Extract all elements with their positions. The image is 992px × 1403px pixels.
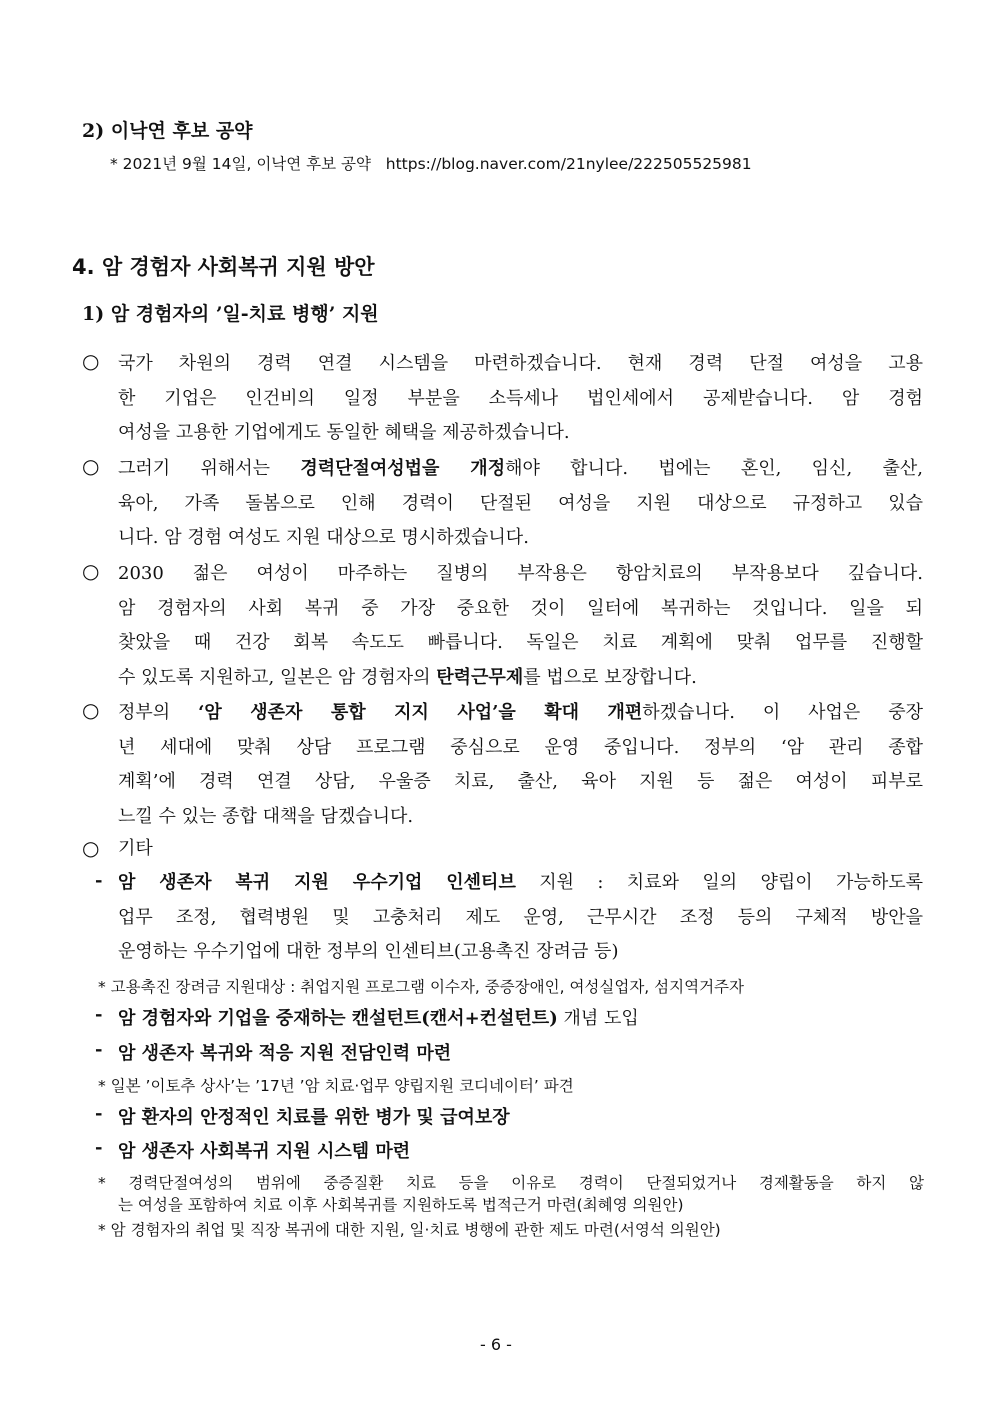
etc-item-4: 암 환자의 안정적인 치료를 위한 병가 및 급여보장 <box>118 1107 510 1128</box>
text-run: 개념 도입 <box>557 1008 639 1029</box>
paragraph-line: 년 세대에 맞춰 상담 프로그램 중심으로 운영 중입니다. 정부의 ‘암 관리 종합 <box>118 736 923 758</box>
paragraph-line <box>118 866 923 901</box>
section-2-note: * 2021년 9월 14일, 이낙연 후보 공약 https://blog.naver.com/21nylee/222505525981 <box>110 155 752 173</box>
paragraph-line: 운영하는 우수기업에 대한 정부의 인센티브(고용촉진 장려금 등) <box>118 941 619 962</box>
note-line: * 경력단절여성의 범위에 중증질환 치료 등을 이유로 경력이 단절되었거나 경제활동을 하지 않 <box>98 1174 924 1192</box>
page-number: - 6 - <box>480 1335 512 1354</box>
dash-marker: - <box>95 1137 103 1158</box>
etc-item-2 <box>118 1004 639 1030</box>
etc-item-3: 암 생존자 복귀와 적응 지원 전담인력 마련 <box>118 1043 452 1064</box>
paragraph-line: 국가 차원의 경력 연결 시스템을 마련하겠습니다. 현재 경력 단절 여성을 고용 <box>118 353 923 374</box>
text-run: 하겠습니다. 이 사업은 중장 <box>642 702 924 723</box>
bullet-paragraph-1 <box>118 347 923 451</box>
bullet-paragraph-4 <box>118 696 923 834</box>
etc-note-4: * 암 경험자의 취업 및 직장 복귀에 대한 지원, 일·치료 병행에 관한 제도 마련(서영석 의원안) <box>98 1221 721 1239</box>
paragraph-line <box>118 696 923 731</box>
emphasis-text: 암 생존자 복귀 지원 우수기업 인센티브 <box>118 872 516 893</box>
etc-item-1 <box>118 866 923 970</box>
paragraph-line: 2030 젊은 여성이 마주하는 질병의 부작용은 항암치료의 부작용보다 깊습니다. <box>118 563 923 584</box>
etc-note-2: * 일본 ’이토추 상사’는 ’17년 ’암 치료·업무 양립지원 코디네이터’ 파견 <box>98 1077 574 1095</box>
etc-item-5: 암 생존자 사회복귀 지원 시스템 마련 <box>118 1141 411 1162</box>
section-4-heading: 4. 암 경험자 사회복귀 지원 방안 <box>72 255 375 279</box>
subsection-1-heading: 1) 암 경험자의 ’일-치료 병행’ 지원 <box>82 303 379 325</box>
paragraph-line: 업무 조정, 협력병원 및 고충처리 제도 운영, 근무시간 조정 등의 구체적 방안을 <box>118 906 923 928</box>
text-run: 그러기 위해서는 <box>118 458 301 479</box>
text-run: 해야 합니다. 법에는 혼인, 임신, 출산, <box>505 458 923 479</box>
bullet-circle-icon: ○ <box>82 559 100 583</box>
bullet-circle-icon: ○ <box>82 836 100 860</box>
text-run: 지원 : 치료와 일의 양립이 가능하도록 <box>515 872 923 893</box>
emphasis-text: 암 경험자와 기업을 중재하는 캔설턴트(캔서+컨설턴트) <box>118 1008 558 1029</box>
paragraph-line: 한 기업은 인건비의 일정 부분을 소득세나 법인세에서 공제받습니다. 암 경험 <box>118 387 923 409</box>
note-line: 는 여성을 포함하여 치료 이후 사회복귀를 지원하도록 법적근거 마련(최혜영 의원안) <box>118 1196 684 1214</box>
text-run: 정부의 <box>118 702 199 723</box>
dash-marker: - <box>95 1039 103 1060</box>
paragraph-line <box>118 452 923 487</box>
bullet-circle-icon: ○ <box>82 698 100 722</box>
bullet-paragraph-3 <box>118 557 923 695</box>
etc-note-1: * 고용촉진 장려금 지원대상 : 취업지원 프로그램 이수자, 중증장애인, 여성실업자, 섬지역거주자 <box>98 978 744 996</box>
etc-note-3 <box>98 1172 924 1216</box>
paragraph-line: 암 경험자의 사회 복귀 중 가장 중요한 것이 일터에 복귀하는 것입니다. 일을 되 <box>118 597 923 619</box>
emphasis-text: 탄력근무제 <box>436 666 524 688</box>
paragraph-line: 여성을 고용한 기업에게도 동일한 혜택을 제공하겠습니다. <box>118 422 570 443</box>
paragraph-line: 육아, 가족 돌봄으로 인해 경력이 단절된 여성을 지원 대상으로 규정하고 있습 <box>118 492 923 514</box>
text-run: 를 법으로 보장합니다. <box>523 666 697 688</box>
dash-marker: - <box>95 1004 103 1025</box>
paragraph-line: 계획’에 경력 연결 상담, 우울증 치료, 출산, 육아 지원 등 젊은 여성이 피부로 <box>118 771 923 792</box>
paragraph-line <box>118 661 923 696</box>
paragraph-line: 기타 <box>118 838 153 859</box>
paragraph-line: 찾았을 때 건강 회복 속도도 빠릅니다. 독일은 치료 계획에 맞춰 업무를 진행할 <box>118 632 923 653</box>
paragraph-line: 니다. 암 경험 여성도 지원 대상으로 명시하겠습니다. <box>118 527 529 548</box>
emphasis-text: 경력단절여성법을 개정 <box>300 458 506 479</box>
bullet-circle-icon: ○ <box>82 349 100 373</box>
emphasis-text: ‘암 생존자 통합 지지 사업’을 확대 개편 <box>198 702 643 723</box>
bullet-paragraph-5 <box>118 832 923 867</box>
section-2-heading: 2) 이낙연 후보 공약 <box>82 120 253 142</box>
paragraph-line: 느낄 수 있는 종합 대책을 담겠습니다. <box>118 805 414 827</box>
dash-marker: - <box>95 870 103 891</box>
bullet-paragraph-2 <box>118 452 923 556</box>
dash-marker: - <box>95 1103 103 1124</box>
text-run: 수 있도록 지원하고, 일본은 암 경험자의 <box>118 666 437 688</box>
bullet-circle-icon: ○ <box>82 454 100 478</box>
